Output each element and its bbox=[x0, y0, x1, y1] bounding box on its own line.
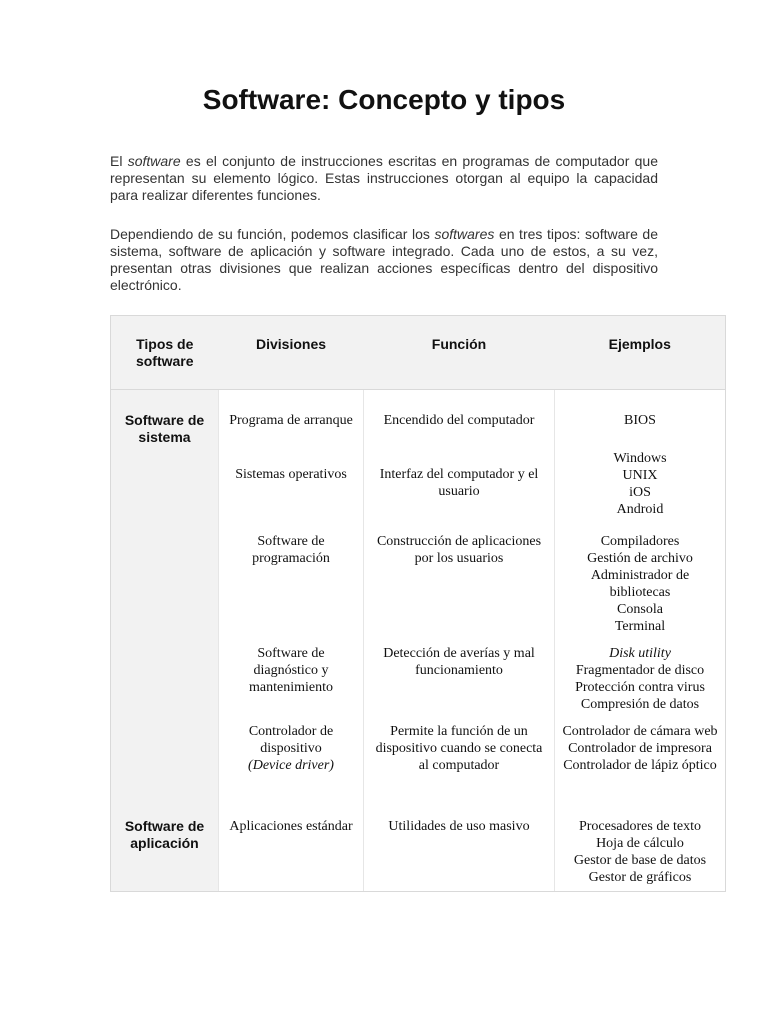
example-item: Protección contra virus bbox=[575, 679, 705, 695]
header-types: Tipos de software bbox=[111, 316, 219, 390]
example-item: Windows bbox=[613, 450, 667, 466]
examples-cell bbox=[555, 525, 726, 637]
table-header-row bbox=[111, 316, 726, 390]
example-item: Controlador de cámara web bbox=[562, 723, 718, 739]
intro-paragraph bbox=[110, 153, 658, 204]
table-row bbox=[111, 810, 726, 892]
function-cell: Utilidades de uso masivo bbox=[364, 810, 555, 892]
examples-cell bbox=[555, 390, 726, 450]
example-item: iOS bbox=[629, 484, 651, 500]
example-item: Compiladores bbox=[600, 533, 680, 549]
examples-cell bbox=[555, 715, 726, 810]
division-cell: Sistemas operativos bbox=[219, 450, 364, 525]
example-item: Terminal bbox=[614, 618, 666, 634]
header-function: Función bbox=[364, 316, 555, 390]
example-item: Gestor de gráficos bbox=[588, 869, 692, 885]
function-cell: Detección de averías y mal funcionamiento bbox=[364, 637, 555, 715]
header-examples: Ejemplos bbox=[555, 316, 726, 390]
table-row bbox=[111, 390, 726, 450]
examples-cell bbox=[555, 450, 726, 525]
division-cell: Aplicaciones estándar bbox=[219, 810, 364, 892]
example-item: Gestión de archivo bbox=[587, 550, 693, 566]
header-divisions: Divisiones bbox=[219, 316, 364, 390]
example-item: BIOS bbox=[624, 413, 656, 428]
classification-text-start: Dependiendo de su función, podemos clasificar los bbox=[110, 226, 435, 242]
example-item-italic: Disk utility bbox=[609, 645, 671, 661]
division-cell: Programa de arranque bbox=[219, 390, 364, 450]
example-item: Controlador de lápiz óptico bbox=[563, 757, 717, 773]
example-item: Fragmentador de disco bbox=[575, 662, 705, 678]
division-cell: Software de diagnóstico y mantenimiento bbox=[219, 637, 364, 715]
examples-cell bbox=[555, 637, 726, 715]
example-item: Hoja de cálculo bbox=[596, 835, 684, 851]
example-item: Procesadores de texto bbox=[578, 818, 702, 834]
example-item: Compresión de datos bbox=[580, 696, 700, 712]
type-cell-system: Software de sistema bbox=[111, 390, 219, 810]
division-note: (Device driver) bbox=[248, 757, 334, 773]
division-text: Controlador de dispositivo bbox=[248, 723, 334, 756]
example-item: Android bbox=[616, 501, 664, 517]
examples-cell bbox=[555, 810, 726, 892]
software-types-table bbox=[110, 315, 726, 892]
example-item: Consola bbox=[617, 601, 663, 617]
function-cell: Construcción de aplicaciones por los usuarios bbox=[364, 525, 555, 637]
example-item: Administrador de bibliotecas bbox=[590, 567, 690, 600]
example-item: UNIX bbox=[622, 467, 658, 483]
type-cell-application: Software de aplicación bbox=[111, 810, 219, 892]
classification-emphasis: softwares bbox=[434, 226, 495, 242]
example-item: Gestor de base de datos bbox=[573, 852, 707, 868]
intro-text-end: es el conjunto de instrucciones escritas en programas de computador que representan su elemento lógico. Estas instrucciones otorgan al equipo la capacidad para realizar diferentes funciones. bbox=[110, 153, 658, 203]
division-cell bbox=[219, 715, 364, 810]
function-cell: Interfaz del computador y el usuario bbox=[364, 450, 555, 525]
intro-text-start: El bbox=[110, 153, 128, 169]
function-cell: Permite la función de un dispositivo cuando se conecta al computador bbox=[364, 715, 555, 810]
function-cell: Encendido del computador bbox=[364, 390, 555, 450]
example-item: Controlador de impresora bbox=[568, 740, 712, 756]
division-cell: Software de programación bbox=[219, 525, 364, 637]
intro-emphasis: software bbox=[127, 153, 181, 169]
classification-text-end: en tres tipos: software de sistema, software de aplicación y software integrado. Cada uno de estos, a su vez, presentan otras divisiones que realizan acciones específicas dentro del dispositivo electrónico. bbox=[110, 226, 658, 293]
classification-paragraph bbox=[110, 226, 658, 294]
page-title: Software: Concepto y tipos bbox=[202, 84, 566, 115]
